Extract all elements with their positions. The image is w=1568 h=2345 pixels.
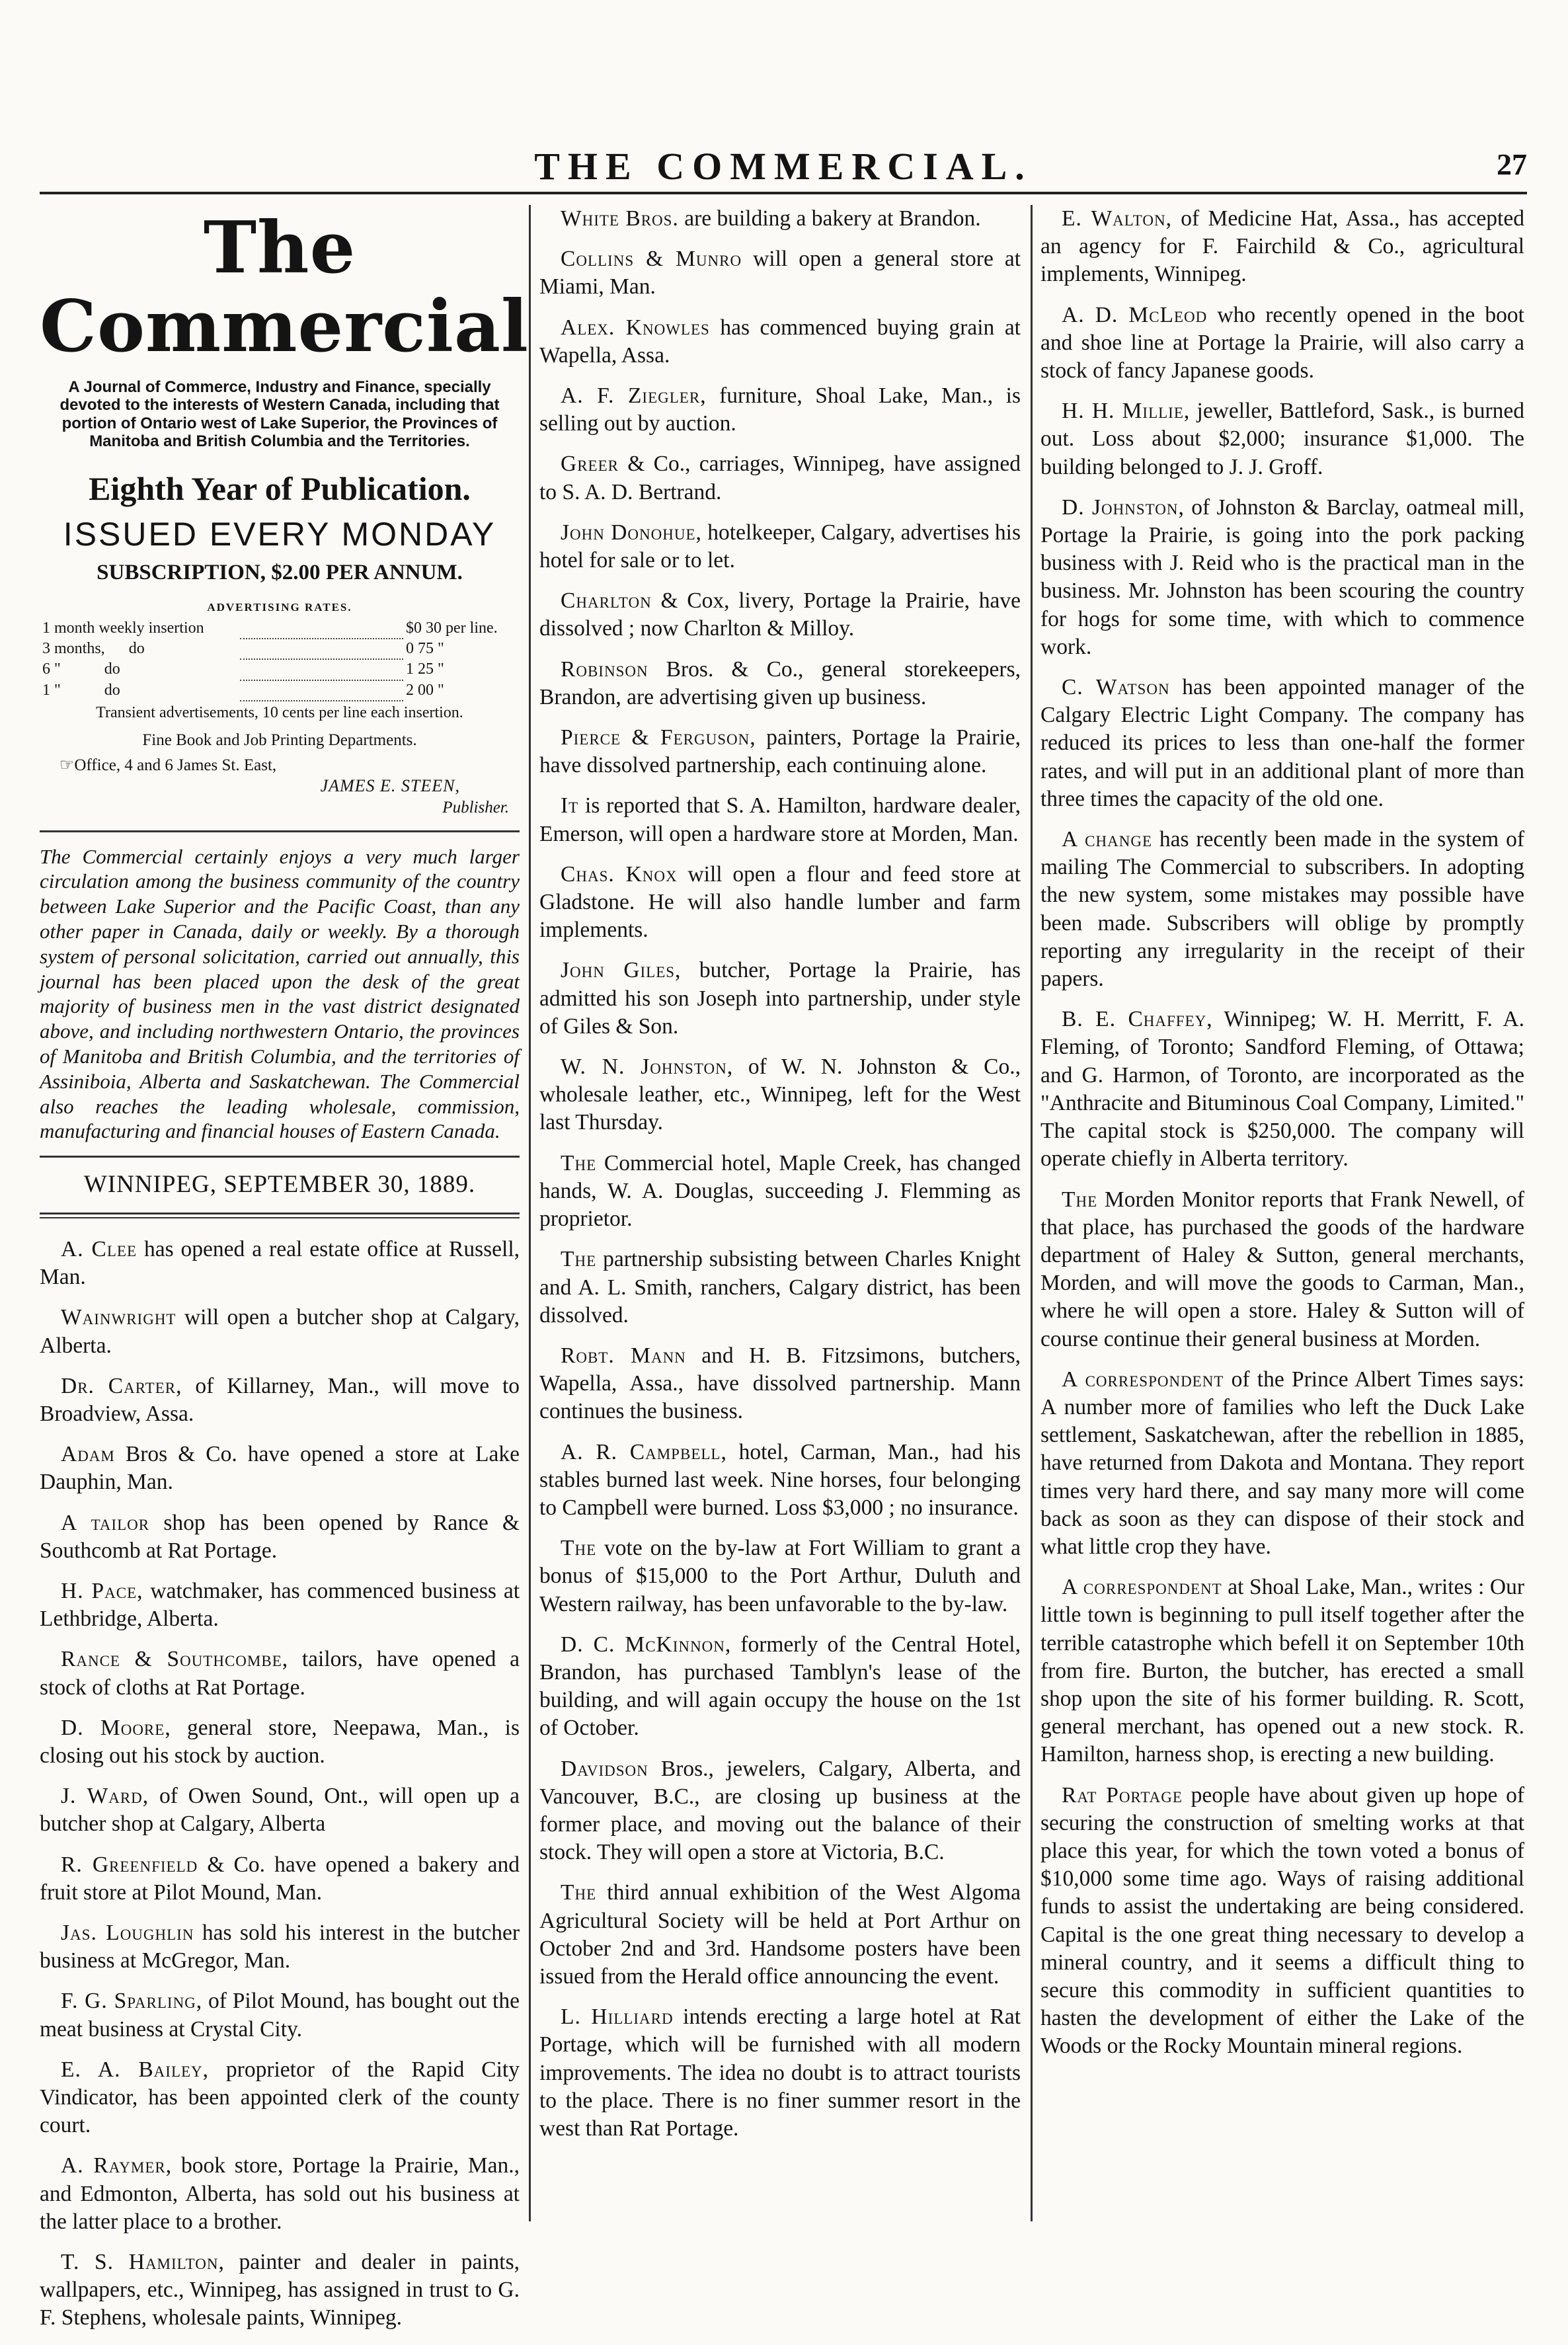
news-item-lead: Collins & Munro xyxy=(561,247,742,272)
news-item-lead: L. Hilliard xyxy=(561,2005,674,2030)
running-title: THE COMMERCIAL. xyxy=(534,145,1033,188)
news-item-lead: Jas. Loughlin xyxy=(61,1920,194,1945)
subscription-line: SUBSCRIPTION, $2.00 PER ANNUM. xyxy=(97,560,463,584)
news-item xyxy=(539,1755,1021,1867)
page-header xyxy=(40,132,1527,192)
news-item xyxy=(539,245,1021,301)
news-item-lead: A tailor xyxy=(61,1510,150,1535)
news-item xyxy=(539,1534,1021,1618)
news-item-text: partnership subsisting between Charles Knight and A. L. Smith, ranchers, Calgary district, has been dissolved. xyxy=(539,1247,1021,1328)
news-item-lead: B. E. Chaffey, xyxy=(1062,1007,1213,1032)
news-item xyxy=(539,1150,1021,1234)
leader-dots xyxy=(240,680,403,701)
rate-row xyxy=(40,618,520,639)
news-item xyxy=(40,1509,520,1565)
masthead-description: A Journal of Commerce, Industry and Finance, specially devoted to the interests of Western Canada, including that portion of Ontario west of Lake Superior, the Provinces of Manitoba and British Columbia and the Territories. xyxy=(59,378,500,451)
rate-price: 0 75 " xyxy=(406,640,444,658)
news-item-lead: Robinson xyxy=(561,656,648,682)
news-item-text: book store, Portage la Prairie, Man., and Edmonton, Alberta, has sold out his business at the latter place to a brother. xyxy=(40,2153,520,2234)
news-item-lead: H. Pace, xyxy=(61,1578,143,1603)
news-item xyxy=(40,1646,520,1701)
news-item-text: of Pilot Mound, has bought out the meat business at Crystal City. xyxy=(40,1989,520,2042)
news-item-text: shop has been opened by Rance & Southcomb at Rat Portage. xyxy=(40,1510,520,1563)
divider xyxy=(40,830,520,832)
news-item-lead: A. R. Campbell, xyxy=(561,1439,727,1464)
news-item xyxy=(539,724,1021,779)
news-item xyxy=(539,205,1021,233)
news-item xyxy=(1040,1782,1524,2061)
column-divider xyxy=(1031,205,1033,2221)
issued-line: ISSUED EVERY MONDAY xyxy=(63,515,496,553)
news-item-text: will open a general store at Miami, Man. xyxy=(539,247,1021,299)
rate-period: 1 month weekly insertion xyxy=(42,619,204,637)
news-item xyxy=(1040,205,1524,289)
news-item-text: & Cox, livery, Portage la Prairie, have dissolved ; now Charlton & Milloy. xyxy=(539,588,1021,641)
news-item-lead: The xyxy=(561,1247,597,1272)
news-item-text: & Co., carriages, Winnipeg, have assigned to S. A. D. Bertrand. xyxy=(539,452,1021,504)
news-items-column-3 xyxy=(1040,205,1524,2061)
news-item-lead: D. Johnston, xyxy=(1062,495,1185,520)
news-item xyxy=(539,1439,1021,1523)
news-item-lead: Dr. Carter, xyxy=(61,1373,182,1398)
news-item-lead: Alex. Knowles xyxy=(561,315,710,340)
rate-row xyxy=(40,639,520,659)
news-item-text: Bros & Co. have opened a store at Lake Dauphin, Man. xyxy=(40,1442,520,1495)
news-item-lead: The xyxy=(561,1880,597,1905)
news-item-lead: Davidson xyxy=(561,1756,648,1781)
news-item-text: has been appointed manager of the Calgary Electric Light Company. The company has reduced its prices to less than one-half the former rates, and will put in an additional plant of more than three times the capacity of the old one. xyxy=(1040,675,1524,811)
news-item xyxy=(539,957,1021,1041)
news-item-text: intends erecting a large hotel at Rat Portage, which will be furnished with all modern improvements. The idea no doubt is to attract tourists to the place. There is no finer summer resort in the west than Rat Portage. xyxy=(539,2005,1021,2141)
news-item xyxy=(40,2248,520,2332)
rate-period: 6 " do xyxy=(42,660,120,678)
news-item-lead: John Giles, xyxy=(561,958,682,983)
news-item-lead: Wainwright xyxy=(61,1305,176,1330)
news-item-lead: Rance & Southcombe, xyxy=(61,1647,289,1672)
publisher-name: JAMES E. STEEN, xyxy=(320,776,460,796)
news-item-lead: Pierce & Ferguson, xyxy=(561,725,756,750)
news-item-lead: T. S. Hamilton, xyxy=(61,2250,225,2274)
news-items-column-2 xyxy=(539,205,1021,2143)
column-2 xyxy=(539,205,1021,2155)
news-item-lead: D. Moore, xyxy=(61,1715,171,1740)
news-item xyxy=(539,2003,1021,2143)
news-item-lead: The xyxy=(1062,1187,1098,1212)
news-item-lead: John Donohue, xyxy=(561,520,702,545)
leader-dots xyxy=(240,659,403,680)
news-item xyxy=(40,1987,520,2043)
rate-row xyxy=(40,659,520,680)
news-item-lead: Robt. Mann xyxy=(561,1343,686,1368)
news-item xyxy=(539,656,1021,711)
news-item-text: has sold his interest in the butcher business at McGregor, Man. xyxy=(40,1920,520,1973)
news-item-text: and H. B. Fitzsimons, butchers, Wapella, Assa., have dissolved partnership. Mann continues the business. xyxy=(539,1343,1021,1424)
news-item-text: watchmaker, has commenced business at Lethbridge, Alberta. xyxy=(40,1578,520,1632)
news-item xyxy=(539,450,1021,506)
news-item-text: third annual exhibition of the West Algoma Agricultural Society will be held at Port Arthur on October 2nd and 3rd. Handsome posters have been issued from the Herald office announcing the event. xyxy=(539,1880,1021,1989)
news-item-lead: F. G. Sparling, xyxy=(61,1989,203,2014)
news-item-lead: The xyxy=(561,1536,597,1561)
news-item xyxy=(539,1342,1021,1426)
pointing-hand-icon: ☞ xyxy=(59,756,75,774)
rate-period: 1 " do xyxy=(42,681,120,699)
news-item-text: jeweller, Battleford, Sask., is burned out. Loss about $2,000; insurance $1,000. The building belonged to J. J. Groff. xyxy=(1040,399,1525,479)
news-item-text: of W. N. Johnston & Co., wholesale leather, etc., Winnipeg, left for the West last Thursday. xyxy=(539,1054,1021,1135)
leader-dots xyxy=(240,639,403,659)
news-item-lead: A. Clee xyxy=(61,1236,137,1261)
news-item-text: proprietor of the Rapid City Vindicator, has been appointed clerk of the county court. xyxy=(40,2057,520,2138)
news-item-text: tailors, have opened a stock of cloths at Rat Portage. xyxy=(40,1647,520,1700)
news-item-lead: A correspondent xyxy=(1062,1575,1222,1600)
news-item xyxy=(539,1631,1021,1743)
news-item xyxy=(1040,397,1524,481)
news-item-lead: A. F. Ziegler, xyxy=(561,383,707,409)
news-item-text: Bros., jewelers, Calgary, Alberta, and Vancouver, B.C., are closing up business at the former place, and moving out the balance of their stock. They will open a store at Victoria, B.C. xyxy=(539,1756,1021,1865)
rate-row xyxy=(40,680,520,701)
rate-price: 1 25 " xyxy=(406,660,444,678)
news-item xyxy=(539,1053,1021,1137)
rates-table xyxy=(40,618,520,701)
news-item-lead: J. Ward, xyxy=(61,1784,149,1809)
rates-heading: ADVERTISING RATES. xyxy=(207,600,352,614)
news-item-text: will open a flour and feed store at Gladstone. He will also handle lumber and farm implements. xyxy=(539,861,1021,943)
news-item-text: has recently been made in the system of mailing The Commercial to subscribers. In adopting the new system, some mistakes may possible have been made. Subscribers will oblige by promptly reporting any irregularity in the receipt of their papers. xyxy=(1040,827,1524,992)
news-item xyxy=(1040,1186,1524,1353)
news-item-lead: Chas. Knox xyxy=(561,861,678,887)
news-item-text: at Shoal Lake, Man., writes : Our little town is beginning to pull itself together after the terrible catastrophe which befell it on September 10th from fire. Burton, the butcher, has erected a small shop upon the site of his former building. R. Scott, general merchant, has opened out a new stock. R. Hamilton, harness shop, is erecting a new building. xyxy=(1040,1575,1524,1767)
news-item-lead: A correspondent xyxy=(1062,1367,1224,1392)
news-items-column-1 xyxy=(40,1236,520,2332)
news-item-text: people have about given up hope of securing the construction of smelting works at that place this year, for which the town voted a bonus of $10,000 some time ago. Ways of raising additional funds to assist the undertaking are being considered. Capital is the one great thing necessary to develop a mineral country, and it seems a difficult thing to secure this commodity in sufficient quantities to hasten the development of either the Lake of the Woods or the Rocky Mountain mineral regions. xyxy=(1040,1782,1524,2059)
news-item xyxy=(1040,826,1524,993)
column-3 xyxy=(1040,205,1524,2073)
double-divider xyxy=(40,1212,520,1218)
rate-price: 2 00 " xyxy=(406,681,444,699)
news-item-text: Morden Monitor reports that Frank Newell, of that place, has purchased the goods of the hardware department of Haley & Sutton, general merchants, Morden, and will move the goods to Carman, Man., where he will open a store. Haley & Sutton will of course continue their general business at Morden. xyxy=(1040,1187,1524,1351)
header-rule xyxy=(40,192,1527,194)
news-item xyxy=(539,587,1021,643)
news-item xyxy=(539,1246,1021,1330)
news-item xyxy=(539,792,1021,848)
news-item-lead: White Bros. xyxy=(561,206,679,231)
news-item-lead: It xyxy=(561,793,579,818)
news-item-text: vote on the by-law at Fort William to grant a bonus of $15,000 to the Port Arthur, Duluth and Western railway, has been unfavorable to the by-law. xyxy=(539,1536,1021,1616)
news-item xyxy=(40,1372,520,1428)
news-item-text: Commercial hotel, Maple Creek, has changed hands, W. A. Douglas, succeeding J. Flemming as proprietor. xyxy=(539,1150,1021,1232)
news-item-text: will open a butcher shop at Calgary, Alberta. xyxy=(40,1305,520,1358)
news-item-text: has commenced buying grain at Wapella, Assa. xyxy=(539,315,1021,368)
news-item xyxy=(40,1577,520,1633)
column-1 xyxy=(40,205,529,2345)
column-divider xyxy=(529,205,531,2221)
rate-period: 3 months, do xyxy=(42,640,145,658)
news-item-lead: Rat Portage xyxy=(1062,1782,1183,1808)
news-item-text: has opened a real estate office at Russell, Man. xyxy=(40,1236,520,1290)
news-item-text: of Killarney, Man., will move to Broadview, Assa. xyxy=(40,1373,520,1426)
news-item-lead: D. C. McKinnon, xyxy=(561,1632,732,1657)
news-item xyxy=(539,1879,1021,1991)
leader-dots xyxy=(240,618,403,639)
news-item xyxy=(40,1919,520,1975)
news-item xyxy=(40,2056,520,2140)
rate-price: $0 30 per line. xyxy=(406,619,498,637)
news-item-lead: A. D. McLeod xyxy=(1062,302,1208,327)
publisher-role: Publisher. xyxy=(442,799,509,817)
news-item-lead: E. Walton, xyxy=(1062,206,1172,231)
news-item-text: who recently opened in the boot and shoe line at Portage la Prairie, will also carry a stock of fancy Japanese goods. xyxy=(1040,302,1524,383)
news-item xyxy=(40,2152,520,2236)
news-item xyxy=(40,1441,520,1496)
news-item xyxy=(40,1236,520,1291)
masthead-title: The Commercial xyxy=(40,206,529,368)
news-item-lead: E. A. Bailey, xyxy=(61,2057,210,2082)
news-item-text: of Owen Sound, Ont., will open up a butcher shop at Calgary, Alberta xyxy=(40,1784,520,1837)
news-item-text: of the Prince Albert Times says: A number more of families who left the Duck Lake settlement, Saskatchewan, after the rebellion in 1885, have returned from Dakota and Montana. They report times very hard there, and say many more will come back as soon as they can dispose of their stock and what little crop they have. xyxy=(1040,1367,1524,1559)
news-item xyxy=(1040,1006,1524,1173)
news-item-text: furniture, Shoal Lake, Man., is selling out by auction. xyxy=(539,383,1021,436)
news-item xyxy=(1040,1573,1524,1769)
news-item xyxy=(1040,1366,1524,1561)
news-item xyxy=(539,861,1021,945)
printing-note: Fine Book and Job Printing Departments. xyxy=(142,731,417,750)
news-item-lead: A. Raymer, xyxy=(61,2153,173,2178)
news-item xyxy=(539,382,1021,438)
news-item-text: of Medicine Hat, Assa., has accepted an agency for F. Fairchild & Co., agricultural implements, Winnipeg. xyxy=(1040,206,1524,287)
news-item xyxy=(539,314,1021,370)
news-item-lead: A change xyxy=(1062,827,1153,852)
news-item xyxy=(40,1782,520,1838)
news-item-text: butcher, Portage la Prairie, has admitted his son Joseph into partnership, under style of Giles & Son. xyxy=(539,958,1021,1039)
news-item-text: are building a bakery at Brandon. xyxy=(678,206,981,231)
news-item-lead: R. Greenfield xyxy=(61,1852,198,1877)
news-item-text: of Johnston & Barclay, oatmeal mill, Portage la Prairie, is going into the pork packing business with J. Reid who is the practical man in the business. Mr. Johnston has been scouring the country for hogs for some time, with which to commence work. xyxy=(1040,495,1524,659)
news-item xyxy=(40,1851,520,1907)
news-item-lead: Charlton xyxy=(561,588,652,614)
page-number: 27 xyxy=(1497,147,1527,181)
news-item xyxy=(1040,494,1524,661)
news-item-text: is reported that S. A. Hamilton, hardware dealer, Emerson, will open a hardware store at Morden, Man. xyxy=(539,793,1021,846)
publication-year: Eighth Year of Publication. xyxy=(89,469,471,507)
news-item-text: painter and dealer in paints, wallpapers, etc., Winnipeg, has assigned in trust to G. F. Stephens, wholesale paints, Winnipeg. xyxy=(40,2250,520,2330)
news-item xyxy=(40,1304,520,1359)
office-address: ☞Office, 4 and 6 James St. East, xyxy=(59,756,277,774)
divider xyxy=(40,1156,520,1158)
transient-ads-note: Transient advertisements, 10 cents per line each insertion. xyxy=(96,703,463,721)
news-item-text: formerly of the Central Hotel, Brandon, has purchased Tamblyn's lease of the building, and will again occupy the house on the 1st of October. xyxy=(539,1632,1021,1741)
news-item-text: hotelkeeper, Calgary, advertises his hotel for sale or to let. xyxy=(539,520,1021,573)
news-item-text: painters, Portage la Prairie, have dissolved partnership, each continuing alone. xyxy=(539,725,1021,778)
news-item-lead: C. Watson xyxy=(1062,675,1170,700)
news-item-text: Winnipeg; W. H. Merritt, F. A. Fleming, of Toronto; Sandford Fleming, of Ottawa; and G. Harmon, of Toronto, are incorporated as the "Anthracite and Bituminous Coal Company, Limited." The capital stock is $250,000. The company will operate chiefly in Alberta territory. xyxy=(1040,1007,1524,1172)
news-item xyxy=(1040,674,1524,813)
news-item-text: general store, Neepawa, Man., is closing out his stock by auction. xyxy=(40,1715,520,1768)
news-item-lead: W. N. Johnston, xyxy=(561,1054,734,1080)
news-item xyxy=(40,1714,520,1770)
news-item-text: & Co. have opened a bakery and fruit store at Pilot Mound, Man. xyxy=(40,1852,520,1905)
news-item-lead: Adam xyxy=(61,1442,115,1467)
circulation-claim: The Commercial certainly enjoys a very much larger circulation among the business community of the country between Lake Superior and the Pacific Coast, than any other paper in Canada, daily or weekly. By a thorough system of personal solicitation, carried out annually, this journal has been placed upon the desk of the great majority of business men in the vast district designated above, and including northwestern Ontario, the provinces of Manitoba and British Columbia, and the territories of Assiniboia, Alberta and Saskatchewan. The Commercial also reaches the leading wholesale, commission, manufacturing and financial houses of Eastern Canada. xyxy=(40,844,520,1143)
news-item-text: hotel, Carman, Man., had his stables burned last week. Nine horses, four belonging to Campbell were burned. Loss $3,000 ; no insurance. xyxy=(539,1439,1021,1520)
dateline: WINNIPEG, SEPTEMBER 30, 1889. xyxy=(83,1171,476,1199)
news-item xyxy=(539,519,1021,575)
news-item-lead: The xyxy=(561,1150,597,1175)
news-item-lead: Greer xyxy=(561,452,619,477)
news-item-text: Bros. & Co., general storekeepers, Brandon, are advertising given up business. xyxy=(539,656,1021,709)
news-item xyxy=(1040,301,1524,385)
news-item-lead: H. H. Millie, xyxy=(1062,399,1191,424)
